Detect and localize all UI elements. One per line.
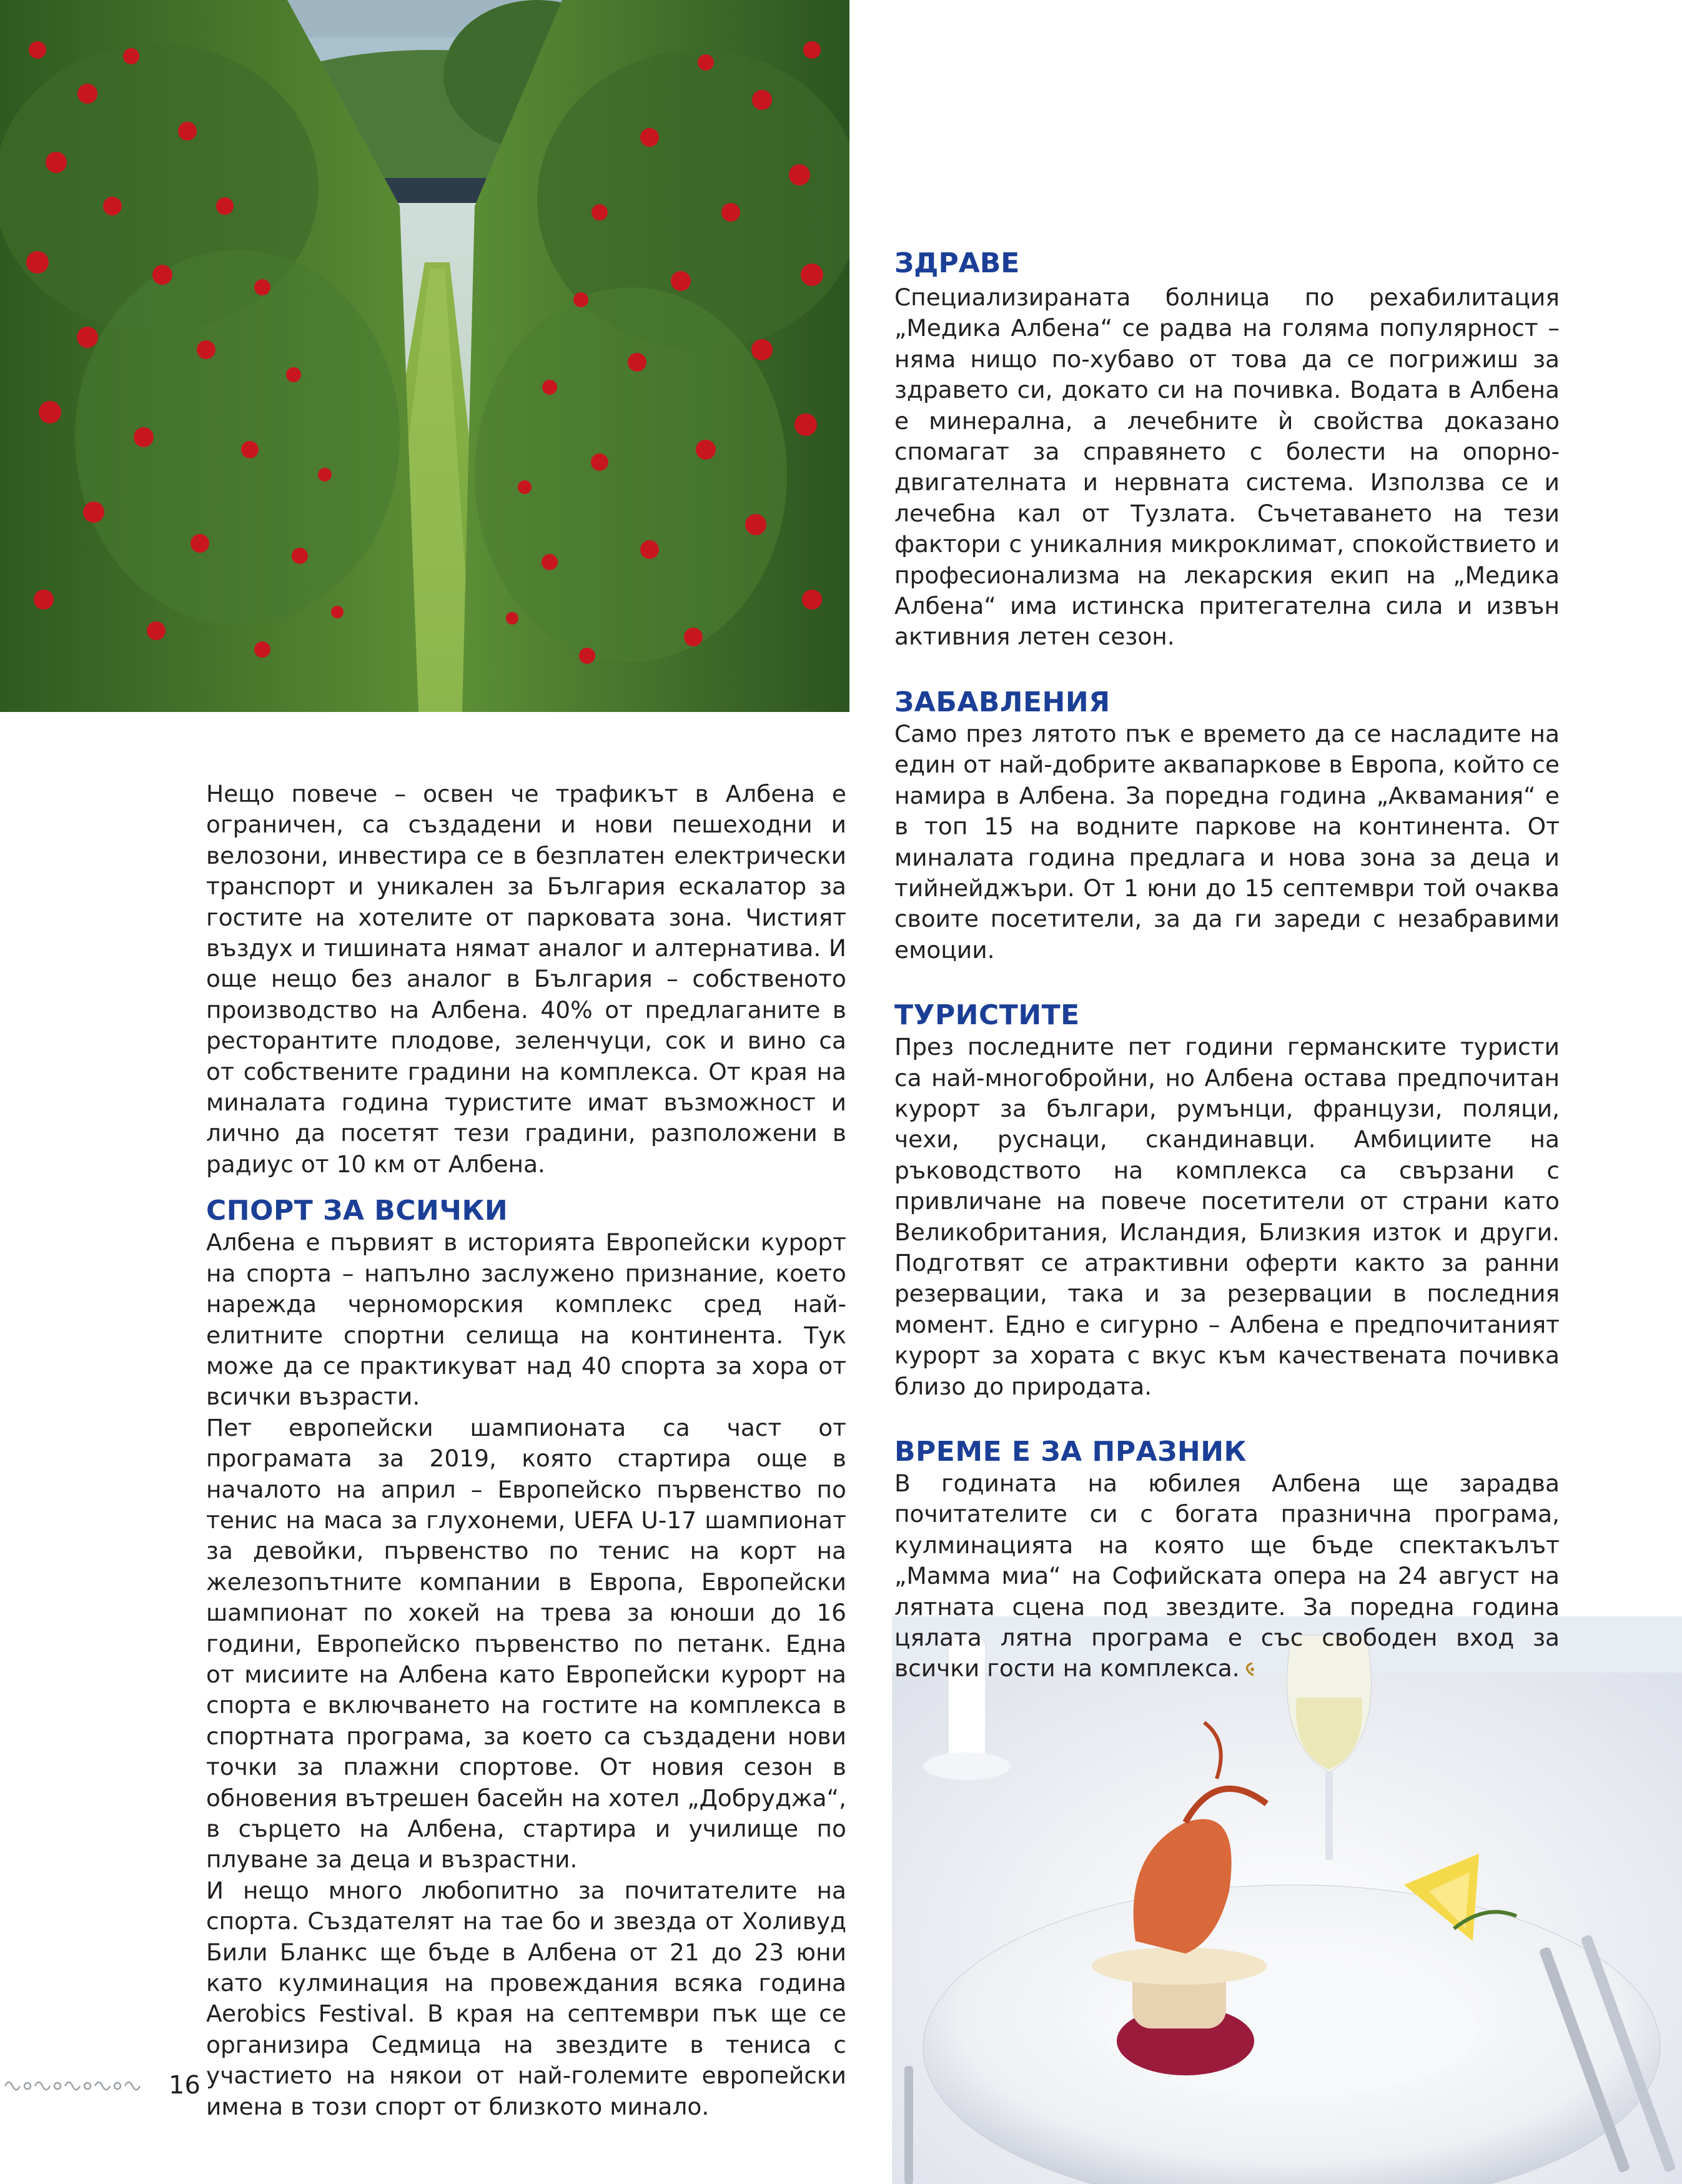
sport-paragraph-2: Пет европейски шампионата са част от програмата за 2019, която стартира още в началото на април – Европейско първенство по тенис на маса за глухонеми, UEFA U-17 шампионат за девойки, първенство по тенис на корт на железопътните компании в Европа, Европейски шампионат по хокей на трева за юноши до 16 години, Европейско първенство по петанк. Една от мисиите на Албена като Европейски курорт на спорта е включването на гостите на комплекса в спортната програма, за което са създадени нови точки за плажни спортове. От новия сезон в обновения вътрешен басейн на хотел „Добруджа“, в сърцето на Албена, стартира и училище по плуване за деца и възрастни. — [206, 1413, 846, 1874]
vreme-heading: ВРЕМЕ Е ЗА ПРАЗНИК — [894, 1436, 1247, 1468]
zdrave-heading: ЗДРАВЕ — [894, 247, 1020, 279]
dish-photo — [892, 1616, 1682, 2184]
turistite-paragraph: През последните пет години германските туристи са най-многобройни, но Албена остава предпочитан курорт за българи, румънци, французи, поляци, чехи, руснаци, скандинавци. Амбициите на ръководството на комплекса са свързани с привличане на повече посетители от страни като Великобритания, Исландия, Близкия изток и други. Подготвят се атрактивни оферти както за ранни резервации, така и за резервации в последния момент. Едно е сигурно – Албена е предпочитаният курорт за хората с вкус към качествената почивка близо до природата. — [894, 1033, 1560, 1400]
vreme-text: В годината на юбилея Албена ще зарадва почитателите си с богата празнична програма, кулминацията на която ще бъде спектакълът „Мамма миа“ на Софийската опера на 24 август на лятната сцена под звездите. За поредна година цялата лятна програма е със свободен вход за всички гости на комплекса. — [894, 1470, 1560, 1682]
turistite-heading: ТУРИСТИТЕ — [894, 999, 1080, 1032]
sport-paragraph-3: И нещо много любопитно за почитателите на спорта. Създателят на тае бо и звезда от Холивуд Били Бланкс ще бъде в Албена от 21 до 23 юни като кулминация на провеждания всяка година Aerobics Festival. В края на септември пък ще се организира Седмица на звездите в тениса с участието на някои от най-големите европейски имена в този спорт от близкото минало. — [206, 1876, 846, 2120]
sport-heading: СПОРТ ЗА ВСИЧКИ — [206, 1195, 508, 1227]
right-column — [894, 282, 1560, 1684]
folk-ornament-icon — [0, 2075, 144, 2097]
vreme-paragraph — [894, 1468, 1560, 1684]
dish-illustration — [892, 1616, 1682, 2184]
sport-paragraph-1: Албена е първият в историята Европейски курорт на спорта – напълно заслужено признание, което нарежда черноморския комплекс сред най-елитните спортни селища на континента. Тук може да се практикуват над 40 спорта за хора от всички възрасти. — [206, 1228, 846, 1411]
orchard-photo — [0, 0, 849, 712]
orchard-illustration — [0, 0, 849, 712]
left-column — [206, 779, 846, 2122]
zabavleniya-heading: ЗАБАВЛЕНИЯ — [894, 686, 1111, 718]
page-number: 16 — [169, 2071, 200, 2100]
end-mark-icon — [1244, 1661, 1256, 1678]
intro-paragraph: Нещо повече – освен че трафикът в Албена е ограничен, са създадени и нови пешеходни и велозони, инвестира се в безплатен електрически транспорт и уникален за България ескалатор за гостите на хотелите от парковата зона. Чистият въздух и тишината нямат аналог и алтернатива. И още нещо без аналог в България – собственото производство на Албена. 40% от предлаганите в ресторантите плодове, зеленчуци, сок и вино са от собствените градини на комплекса. От края на миналата година туристите имат възможност и лично да посетят тези градини, разположени в радиус от 10 км от Албена. — [206, 780, 846, 1178]
zabavleniya-paragraph: Само през лятото пък е времето да се насладите на един от най-добрите аквапаркове в Европа, който се намира в Албена. За поредна година „Аквамания“ е в топ 15 на водните паркове на континента. От миналата година предлага и нова зона за деца и тийнейджъри. От 1 юни до 15 септември той очаква своите посетители, за да ги зареди с незабравими емоции. — [894, 719, 1560, 964]
zdrave-paragraph: Специализираната болница по рехабилитация „Медика Албена“ се радва на голяма популярност – няма нищо по-хубаво от това да се погрижиш за здравето си, докато си на почивка. Водата в Албена е минерална, а лечебните ѝ свойства доказано спомагат за справянето с болести на опорно-двигателната и нервната система. Използва се и лечебна кал от Тузлата. Съчетаването на тези фактори с уникалния микроклимат, спокойствието и професионализма на лекарския екип на „Медика Албена“ има истинска притегателна сила и извън активния летен сезон. — [894, 284, 1560, 651]
